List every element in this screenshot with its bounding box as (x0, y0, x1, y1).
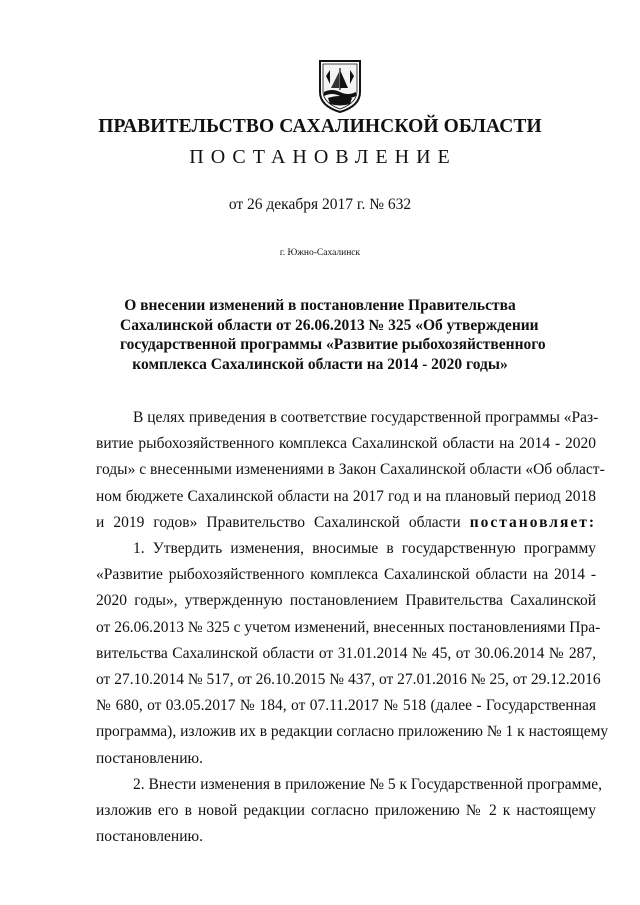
document-type: ПОСТАНОВЛЕНИЕ (189, 146, 457, 168)
document-body (96, 405, 609, 850)
item-1-paragraph (96, 536, 609, 772)
subject-line: О внесении изменений в постановление Правительства (124, 297, 516, 314)
text-line: годы» с внесенными изменениями в Закон Сахалинской области «Об област- (96, 461, 605, 479)
text-line: изложив его в новой редакции согласно приложению № 2 к настоящему (96, 802, 596, 820)
text-line: постановлению. (96, 749, 203, 767)
intro-last-text: и 2019 годов» Правительство Сахалинской области (96, 513, 470, 531)
subject-line: Сахалинской области от 26.06.2013 № 325 «Об утверждении (120, 316, 539, 334)
intro-paragraph (96, 405, 605, 536)
document-city: г. Южно-Сахалинск (279, 248, 361, 258)
organization-title: ПРАВИТЕЛЬСТВО САХАЛИНСКОЙ ОБЛАСТИ (98, 116, 542, 137)
text-line: витие рыбохозяйственного комплекса Сахалинской области на 2014 - 2020 (96, 435, 596, 453)
text-line: вительства Сахалинской области от 31.01.2014 № 45, от 30.06.2014 № 287, (96, 644, 596, 662)
text-line: 2. Внести изменения в приложение № 5 к Государственной программе, (133, 775, 603, 793)
text-line: «Развитие рыбохозяйственного комплекса Сахалинской области на 2014 - (96, 566, 596, 584)
text-line: программа), изложив их в редакции согласно приложению № 1 к настоящему (96, 723, 609, 741)
document-date-number: от 26 декабря 2017 г. № 632 (228, 196, 412, 213)
text-line: В целях приведения в соответствие государственной программы «Раз- (133, 409, 599, 426)
text-line: ном бюджете Сахалинской области на 2017 год и на плановый период 2018 (96, 487, 596, 505)
text-line: постановлению. (96, 828, 203, 846)
text-line: от 27.10.2014 № 517, от 26.10.2015 № 437, от 27.01.2016 № 25, от 29.12.2016 (96, 671, 601, 689)
document-subject (120, 296, 546, 374)
text-line-with-decree (96, 510, 596, 536)
text-line: № 680, от 03.05.2017 № 184, от 07.11.2017 № 518 (далее - Государственная (96, 697, 596, 715)
coat-of-arms-icon (316, 58, 364, 114)
text-line: 2020 годы», утвержденную постановлением Правительства Сахалинской (96, 592, 596, 610)
text-line: 1. Утвердить изменения, вносимые в государственную программу (133, 540, 596, 558)
subject-line: государственной программы «Развитие рыбохозяйственного (120, 336, 546, 353)
subject-line: комплекса Сахалинской области на 2014 - 2020 годы» (132, 355, 508, 373)
item-2-paragraph (96, 772, 603, 851)
text-line: от 26.06.2013 № 325 с учетом изменений, внесенных постановлениями Пра- (96, 618, 601, 636)
decree-word: постановляет: (469, 513, 596, 531)
